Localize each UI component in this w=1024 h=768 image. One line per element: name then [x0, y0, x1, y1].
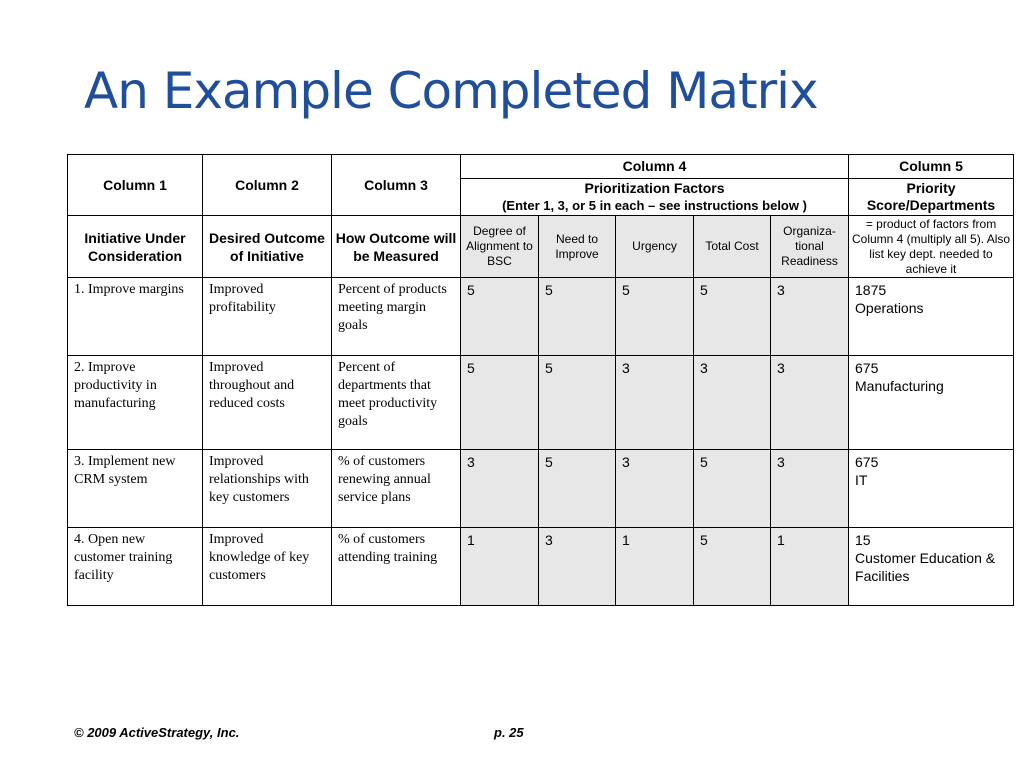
factor-value: 1	[461, 528, 539, 606]
table-row	[68, 450, 1014, 528]
initiative-cell	[68, 356, 203, 450]
factor-value: 3	[616, 356, 694, 450]
factor-value: 5	[694, 450, 771, 528]
department: Manufacturing	[855, 378, 944, 394]
factor-value: 1	[771, 528, 849, 606]
table-row	[68, 278, 1014, 356]
department: Customer Education & Facilities	[855, 550, 996, 584]
factor-value: 3	[461, 450, 539, 528]
row-number: 1.	[74, 282, 85, 297]
factor-value: 5	[694, 528, 771, 606]
table-row	[68, 356, 1014, 450]
outcome-cell: Improved knowledge of key customers	[203, 528, 332, 606]
factors-title: Prioritization Factors	[584, 180, 725, 196]
initiative-text: Improve margins	[84, 282, 184, 297]
factor-value: 5	[539, 278, 616, 356]
factor-cost-header: Total Cost	[694, 216, 771, 278]
header-row-1	[68, 155, 1014, 179]
row-number: 3.	[74, 454, 85, 469]
header-row-3	[68, 216, 1014, 278]
outcome-cell: Improved profitability	[203, 278, 332, 356]
factor-value: 5	[539, 450, 616, 528]
column-5-header: Column 5	[849, 155, 1014, 179]
factor-alignment-header: Degree of Alignment to BSC	[461, 216, 539, 278]
factor-urgency-header: Urgency	[616, 216, 694, 278]
factors-instruction: (Enter 1, 3, or 5 in each – see instructions below )	[502, 198, 807, 213]
initiative-cell	[68, 450, 203, 528]
measure-cell: Percent of products meeting margin goals	[332, 278, 461, 356]
footer-copyright: © 2009 ActiveStrategy, Inc.	[74, 725, 240, 740]
measure-cell: % of customers renewing annual service plans	[332, 450, 461, 528]
department: IT	[855, 472, 868, 488]
factor-value: 3	[616, 450, 694, 528]
factor-value: 5	[694, 278, 771, 356]
column-4-header: Column 4	[461, 155, 849, 179]
priority-score-header: Priority Score/Departments	[849, 179, 1014, 216]
score-value: 675	[855, 360, 879, 376]
table-row	[68, 528, 1014, 606]
score-value: 675	[855, 454, 879, 470]
factor-value: 3	[771, 356, 849, 450]
initiative-cell	[68, 278, 203, 356]
factor-readiness-header: Organiza-tional Readiness	[771, 216, 849, 278]
initiative-header: Initiative Under Consideration	[68, 216, 203, 278]
factor-value: 1	[616, 528, 694, 606]
department: Operations	[855, 300, 924, 316]
score-description: = product of factors from Column 4 (multiply all 5). Also list key dept. needed to achieve it	[849, 216, 1014, 278]
initiative-cell	[68, 528, 203, 606]
row-number: 4.	[74, 532, 85, 547]
prioritization-factors-header	[461, 179, 849, 216]
slide-title: An Example Completed Matrix	[84, 62, 818, 120]
score-cell	[849, 450, 1014, 528]
score-cell	[849, 278, 1014, 356]
factor-value: 3	[694, 356, 771, 450]
factor-value: 5	[461, 356, 539, 450]
footer-page-number: p. 25	[494, 725, 524, 740]
measure-cell: Percent of departments that meet productivity goals	[332, 356, 461, 450]
initiative-text: Open new customer training facility	[74, 532, 173, 583]
factor-value: 3	[539, 528, 616, 606]
row-number: 2.	[74, 360, 85, 375]
score-cell	[849, 356, 1014, 450]
measured-header: How Outcome will be Measured	[332, 216, 461, 278]
factor-value: 3	[771, 278, 849, 356]
score-cell	[849, 528, 1014, 606]
outcome-cell: Improved relationships with key customers	[203, 450, 332, 528]
desired-outcome-header: Desired Outcome of Initiative	[203, 216, 332, 278]
factor-value: 5	[461, 278, 539, 356]
initiative-text: Improve productivity in manufacturing	[74, 360, 157, 411]
factor-value: 5	[539, 356, 616, 450]
score-value: 15	[855, 532, 871, 548]
column-2-header: Column 2	[203, 155, 332, 216]
measure-cell: % of customers attending training	[332, 528, 461, 606]
column-3-header: Column 3	[332, 155, 461, 216]
factor-need-header: Need to Improve	[539, 216, 616, 278]
prioritization-matrix	[67, 154, 1014, 606]
outcome-cell: Improved throughout and reduced costs	[203, 356, 332, 450]
factor-value: 3	[771, 450, 849, 528]
column-1-header: Column 1	[68, 155, 203, 216]
factor-value: 5	[616, 278, 694, 356]
initiative-text: Implement new CRM system	[74, 454, 176, 487]
score-value: 1875	[855, 282, 887, 298]
